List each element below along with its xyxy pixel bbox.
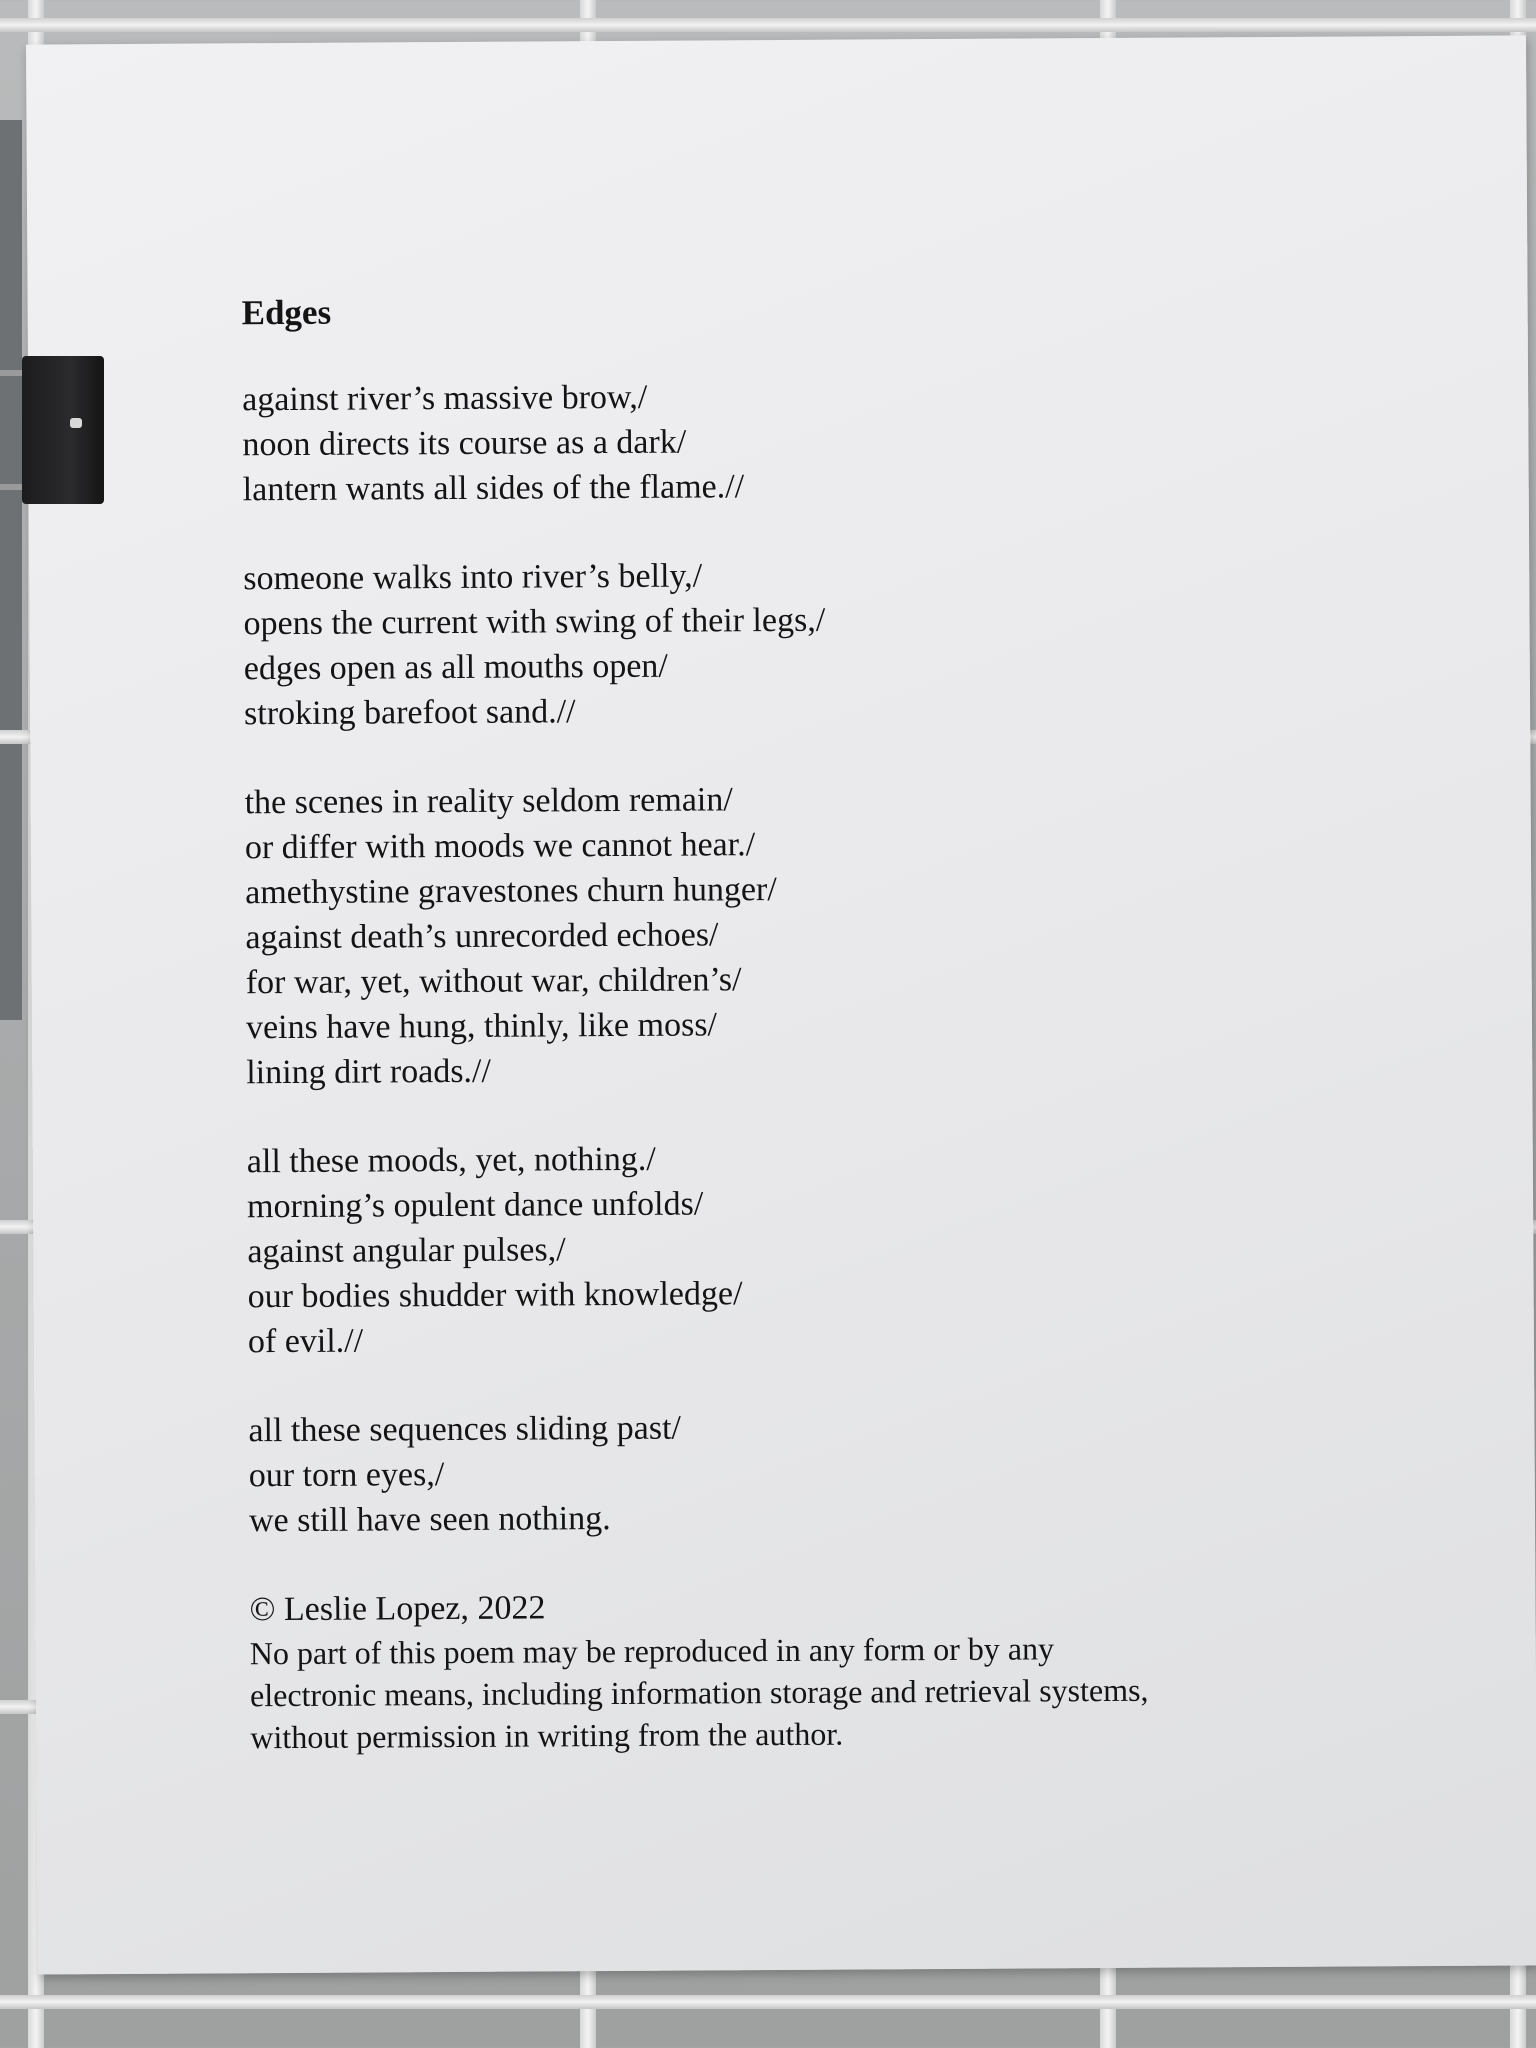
rack-bar (0, 18, 1536, 32)
poem-line: veins have hung, thinly, like moss/ (245, 1006, 718, 1047)
poem-line: we still have seen nothing. (248, 1500, 611, 1540)
poem-line: for war, yet, without war, children’s/ (245, 961, 742, 1002)
poem-line: stroking barefoot sand.// (243, 693, 576, 733)
poem-line: amethystine gravestones churn hunger/ (245, 871, 777, 912)
stanza (242, 370, 1393, 512)
notice-line: electronic means, including information storage and retrieval systems, (249, 1671, 1149, 1714)
poem-line: our bodies shudder with knowledge/ (247, 1275, 743, 1316)
poem-line: our torn eyes,/ (248, 1456, 445, 1495)
clip-body (22, 356, 104, 504)
poem-line: of evil.// (247, 1322, 364, 1361)
poem-line: the scenes in reality seldom remain/ (244, 781, 733, 822)
poem-line: against death’s unrecorded echoes/ (245, 916, 719, 957)
poem-line: against river’s massive brow,/ (242, 378, 648, 419)
poem-line: noon directs its course as a dark/ (242, 423, 687, 464)
copyright-notice (250, 1625, 1401, 1758)
poem-line: all these sequences sliding past/ (248, 1409, 682, 1450)
stanza (247, 1132, 1398, 1364)
stanza (248, 1401, 1399, 1543)
rack-bar (0, 1995, 1536, 2009)
poem-line: lantern wants all sides of the flame.// (242, 468, 745, 509)
notice-line: No part of this poem may be reproduced in any form or by any (249, 1630, 1055, 1672)
poem-line: lining dirt roads.// (246, 1052, 492, 1092)
clip-paint-mark (70, 418, 82, 428)
paper-sheet (26, 35, 1536, 1974)
poem-line: opens the current with swing of their legs,/ (243, 601, 826, 643)
copyright-line: © Leslie Lopez, 2022 (249, 1589, 546, 1629)
background-wall (0, 120, 22, 1020)
poem-line: or differ with moods we cannot hear./ (244, 826, 756, 867)
poem-line: morning’s opulent dance unfolds/ (247, 1185, 704, 1226)
stanza (245, 773, 1397, 1095)
poem-line: all these moods, yet, nothing./ (246, 1140, 656, 1181)
poem-line: someone walks into river’s belly,/ (243, 557, 703, 598)
copyright-block (249, 1580, 1400, 1758)
poem-line: against angular pulses,/ (247, 1231, 566, 1271)
poem-line: edges open as all mouths open/ (243, 647, 668, 688)
poem-title: Edges (241, 292, 332, 333)
poem-body (242, 370, 1399, 1543)
poem-content (242, 286, 1401, 1758)
binder-clip (18, 356, 108, 504)
stanza (243, 549, 1394, 736)
notice-line: without permission in writing from the author. (250, 1715, 844, 1756)
